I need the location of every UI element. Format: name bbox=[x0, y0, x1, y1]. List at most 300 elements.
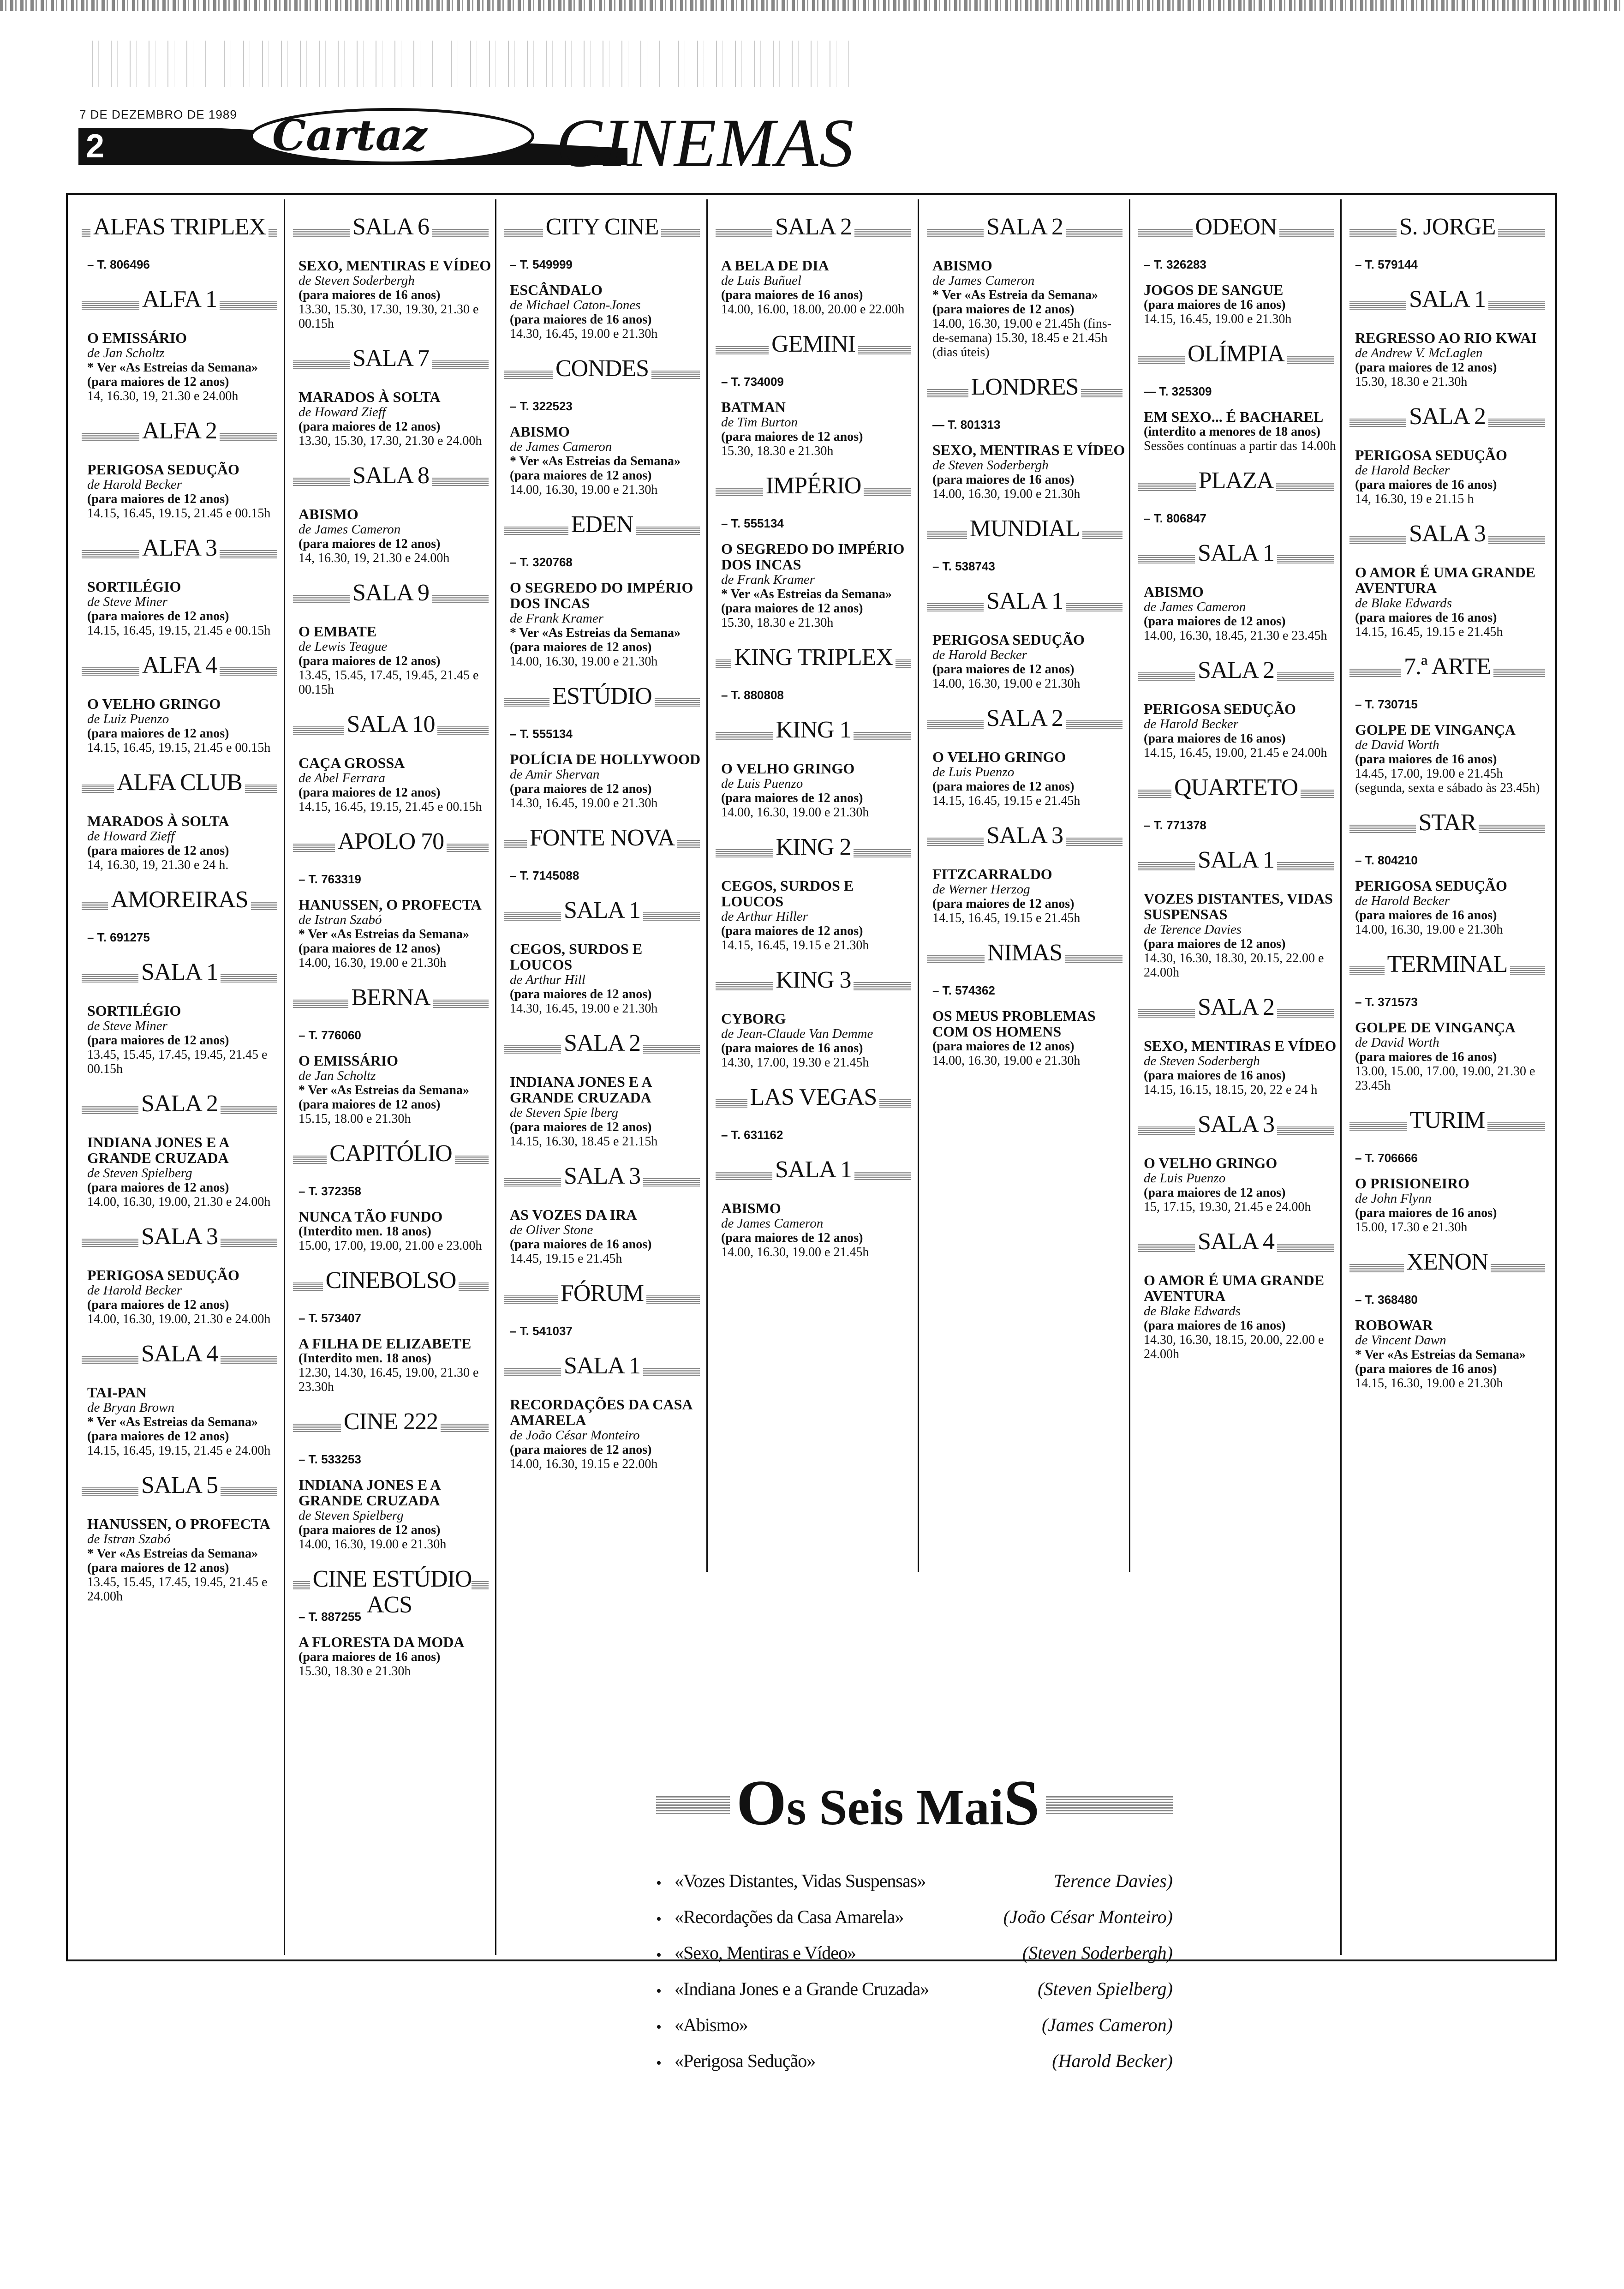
film-sessions: 14.15, 16.45, 19.15, 21.45 e 00.15h bbox=[87, 741, 271, 755]
film-entry bbox=[299, 755, 492, 814]
page-number-box bbox=[78, 128, 217, 165]
film-rating: (para maiores de 16 anos) bbox=[1355, 611, 1497, 625]
cinema-block bbox=[78, 886, 281, 945]
film-entry bbox=[1144, 409, 1337, 453]
column-rule bbox=[1129, 199, 1130, 1572]
cinema-phone: – T. 538743 bbox=[932, 559, 995, 573]
film-title: INDIANA JONES E A GRANDE CRUZADA bbox=[299, 1476, 440, 1509]
cinema-phone: – T. 691275 bbox=[87, 930, 150, 944]
scan-artifact-top bbox=[0, 0, 1624, 11]
cinema-block bbox=[712, 330, 915, 458]
film-sessions: 14.15, 16.45, 19.15, 21.45 e 00.15h bbox=[87, 623, 271, 638]
cinema-block bbox=[78, 534, 281, 638]
film-director: de Arthur Hiller bbox=[721, 909, 808, 924]
film-title: GOLPE DE VINGANÇA bbox=[1355, 1019, 1516, 1036]
film-rating: (para maiores de 12 anos) bbox=[932, 779, 1075, 794]
film-rating: (para maiores de 16 anos) bbox=[1355, 1050, 1497, 1064]
listing-column bbox=[1134, 213, 1337, 1375]
page-header bbox=[74, 104, 1550, 181]
top-six-film: «Indiana Jones e a Grande Cruzada» bbox=[675, 1978, 929, 1999]
cinema-block bbox=[289, 1565, 492, 1678]
film-rating: (para maiores de 12 anos) bbox=[932, 302, 1075, 317]
film-sessions: 14.15, 16.15, 18.15, 20, 22 e 24 h bbox=[1144, 1083, 1318, 1097]
cinema-header bbox=[293, 984, 489, 1017]
cinema-name bbox=[716, 214, 911, 240]
film-title: REGRESSO AO RIO KWAI bbox=[1355, 330, 1537, 346]
film-director: de Arthur Hill bbox=[510, 972, 585, 987]
film-entry bbox=[87, 1267, 281, 1326]
cinema-header bbox=[1349, 213, 1545, 246]
film-director: de Oliver Stone bbox=[510, 1222, 593, 1237]
film-sessions: 14.00, 16.30, 19.15 e 22.00h bbox=[510, 1457, 658, 1471]
film-rating: (para maiores de 16 anos) bbox=[721, 1041, 863, 1055]
cinema-name-text: SALA 5 bbox=[138, 1472, 221, 1498]
film-title: CYBORG bbox=[721, 1010, 786, 1027]
cinema-phone: – T. 371573 bbox=[1355, 995, 1418, 1009]
film-title: O EMBATE bbox=[299, 623, 377, 640]
film-rating: (Interdito men. 18 anos) bbox=[299, 1351, 431, 1366]
cinema-header bbox=[504, 824, 700, 857]
cinema-block bbox=[1346, 1248, 1549, 1390]
film-sessions: 15.15, 18.00 e 21.30h bbox=[299, 1112, 411, 1126]
film-title: O SEGREDO DO IMPÉRIO DOS INCAS bbox=[721, 540, 905, 573]
film-title: MARADOS À SOLTA bbox=[299, 389, 441, 405]
cinema-name-text: SALA 2 bbox=[1195, 994, 1277, 1020]
film-director: de David Worth bbox=[1355, 1035, 1439, 1050]
cinema-name-text: SALA 2 bbox=[561, 1030, 643, 1056]
film-director: de Steven Soderbergh bbox=[299, 273, 415, 288]
listing-column bbox=[1346, 213, 1549, 1404]
film-title: O VELHO GRINGO bbox=[1144, 1155, 1278, 1171]
film-director: de Howard Zieff bbox=[87, 829, 175, 844]
cinema-name-text: SALA 2 bbox=[984, 705, 1066, 731]
film-note: * Ver «As Estreias da Semana» bbox=[87, 360, 258, 375]
cinema-name-text: ESTÚDIO bbox=[549, 683, 654, 709]
cinema-name bbox=[504, 825, 700, 851]
film-rating: (para maiores de 12 anos) bbox=[510, 782, 652, 796]
film-rating: (para maiores de 12 anos) bbox=[299, 419, 441, 434]
cinema-phone: – T. 326283 bbox=[1144, 258, 1206, 271]
cinema-block bbox=[501, 213, 704, 341]
cinema-header bbox=[1138, 340, 1334, 373]
film-sessions: 15.00, 17.00, 19.00, 21.00 e 23.00h bbox=[299, 1239, 482, 1253]
cinema-phone: – T. 579144 bbox=[1355, 258, 1418, 271]
cinema-header bbox=[82, 652, 277, 685]
cinema-header bbox=[716, 833, 911, 867]
cinema-name bbox=[293, 985, 489, 1011]
film-title: A FILHA DE ELIZABETE bbox=[299, 1335, 472, 1352]
film-rating: (para maiores de 16 anos) bbox=[1355, 908, 1497, 923]
film-entry bbox=[721, 1011, 915, 1070]
cinema-header bbox=[82, 886, 277, 919]
film-rating: (para maiores de 12 anos) bbox=[932, 897, 1075, 911]
cinema-block bbox=[78, 959, 281, 1076]
film-director: de Istran Szabó bbox=[87, 1532, 171, 1546]
film-note: * Ver «As Estreias da Semana» bbox=[299, 927, 470, 941]
cinema-name-text: XENON bbox=[1404, 1249, 1491, 1275]
section-title: CINEMAS bbox=[556, 105, 855, 181]
cinema-block bbox=[501, 1352, 704, 1471]
film-sessions: 14, 16.30, 19 e 21.15 h bbox=[1355, 492, 1474, 506]
cinema-name bbox=[82, 770, 277, 796]
film-note: * Ver «As Estreias da Semana» bbox=[510, 626, 681, 640]
cinema-block bbox=[923, 515, 1126, 574]
bullet: • bbox=[656, 1947, 662, 1964]
cinema-header bbox=[1138, 213, 1334, 246]
cinema-block bbox=[501, 824, 704, 883]
film-director: de Frank Kramer bbox=[510, 611, 603, 626]
cinema-name-text: ALFA 3 bbox=[139, 535, 220, 561]
film-entry bbox=[1144, 584, 1337, 643]
cinema-name bbox=[1138, 847, 1334, 873]
cinema-block bbox=[78, 652, 281, 755]
film-rating: (para maiores de 16 anos) bbox=[1355, 478, 1497, 492]
cinema-name bbox=[716, 473, 911, 499]
cinema-name-text: STAR bbox=[1416, 809, 1479, 836]
cinema-phone: – T. 631162 bbox=[721, 1128, 783, 1142]
film-sessions: 14.15, 16.45, 19.15 e 21.30h bbox=[721, 938, 869, 953]
cinema-header bbox=[82, 417, 277, 450]
cinema-block bbox=[1346, 951, 1549, 1093]
film-rating: (para maiores de 16 anos) bbox=[1144, 298, 1286, 312]
film-entry bbox=[1144, 1155, 1337, 1214]
film-sessions: 14.30, 16.45, 19.00 e 21.30h bbox=[510, 1001, 658, 1016]
film-title: PERIGOSA SEDUÇÃO bbox=[1144, 701, 1296, 717]
film-sessions: 14.00, 16.30, 19.00 e 21.30h bbox=[299, 956, 447, 970]
film-title: JOGOS DE SANGUE bbox=[1144, 282, 1284, 298]
film-rating: (interdito a menores de 18 anos) bbox=[1144, 425, 1320, 439]
film-entry bbox=[1355, 447, 1549, 506]
cinema-block bbox=[1134, 774, 1337, 833]
cinema-header bbox=[504, 1352, 700, 1385]
film-entry bbox=[1144, 1038, 1337, 1097]
film-director: de Luis Puenzo bbox=[721, 776, 803, 791]
cinema-block bbox=[289, 462, 492, 565]
film-title: O VELHO GRINGO bbox=[87, 695, 221, 712]
bullet: • bbox=[656, 1875, 662, 1892]
film-sessions: 14.15, 16.45, 19.15 e 21.45h bbox=[932, 794, 1081, 808]
film-director: de Steven Spie lberg bbox=[510, 1105, 618, 1120]
cinema-name-text: 7.ª ARTE bbox=[1401, 653, 1493, 680]
film-entry bbox=[1355, 1317, 1549, 1390]
cinema-block bbox=[1346, 653, 1549, 795]
film-director: de Steven Soderbergh bbox=[932, 458, 1049, 473]
film-sessions: 13.30, 15.30, 17.30, 21.30 e 24.00h bbox=[299, 434, 482, 448]
film-rating: (para maiores de 12 anos) bbox=[87, 844, 229, 858]
cinema-name-text: TERMINAL bbox=[1385, 951, 1511, 977]
film-entry bbox=[87, 813, 281, 872]
cinema-name bbox=[1349, 654, 1545, 680]
cinema-name-text: KING 2 bbox=[773, 834, 854, 860]
film-entry bbox=[721, 541, 915, 630]
cinema-block bbox=[289, 213, 492, 331]
film-title: SORTILÉGIO bbox=[87, 1002, 181, 1019]
cinema-block bbox=[289, 711, 492, 814]
film-title: ABISMO bbox=[721, 1200, 781, 1216]
cinema-name bbox=[293, 1141, 489, 1167]
film-sessions: 14.00, 16.30, 19.00 e 21.30h bbox=[932, 677, 1081, 691]
film-title: PERIGOSA SEDUÇÃO bbox=[87, 461, 239, 478]
top-six-item bbox=[656, 1978, 1173, 2014]
cinema-name bbox=[82, 1224, 277, 1250]
film-rating: (para maiores de 16 anos) bbox=[299, 1650, 441, 1664]
top-six-director: (James Cameron) bbox=[1041, 2014, 1173, 2035]
cinema-phone: – T. 573407 bbox=[299, 1311, 361, 1325]
film-entry bbox=[510, 282, 704, 341]
cinema-header bbox=[716, 330, 911, 364]
film-entry bbox=[721, 399, 915, 458]
film-director: de Steven Spielberg bbox=[87, 1166, 192, 1180]
film-sessions: 12.30, 14.30, 16.45, 19.00, 21.30 e 23.30h bbox=[299, 1366, 479, 1394]
cinema-name bbox=[716, 1157, 911, 1183]
cinema-block bbox=[923, 373, 1126, 501]
cinema-name-text: BERNA bbox=[348, 984, 433, 1011]
film-entry bbox=[932, 442, 1126, 501]
cinema-name-text: SALA 1 bbox=[1195, 847, 1277, 873]
film-sessions: 14.15, 16.45, 19.15 e 21.45h bbox=[932, 911, 1081, 925]
cinema-name bbox=[1349, 521, 1545, 547]
film-entry bbox=[510, 580, 704, 669]
cinema-name-text: CINE 222 bbox=[341, 1408, 441, 1435]
film-title: SEXO, MENTIRAS E VÍDEO bbox=[1144, 1037, 1337, 1054]
film-sessions: 14.00, 16.30, 19.00 e 21.30h bbox=[510, 483, 658, 497]
cinema-name-text: ALFAS TRIPLEX bbox=[90, 214, 269, 240]
film-sessions: 14.00, 16.30, 19.00 e 21.45h bbox=[721, 1245, 869, 1259]
film-director: de James Cameron bbox=[299, 522, 401, 537]
film-sessions: 14.00, 16.30, 19.00, 21.30 e 24.00h bbox=[87, 1195, 271, 1209]
cinema-block bbox=[1346, 520, 1549, 639]
cinema-block bbox=[712, 213, 915, 317]
film-sessions: 14.45, 17.00, 19.00 e 21.45h (segunda, sexta e sábado às 23.45h) bbox=[1355, 767, 1540, 795]
cinema-phone: – T. 804210 bbox=[1355, 853, 1418, 867]
cinema-header bbox=[716, 644, 911, 677]
cinema-block bbox=[712, 966, 915, 1070]
cinema-name-text: OLÍMPIA bbox=[1185, 341, 1287, 367]
cinema-header bbox=[927, 822, 1122, 855]
film-sessions: 15.30, 18.30 e 21.30h bbox=[1355, 375, 1468, 389]
film-entry bbox=[932, 632, 1126, 691]
film-entry bbox=[932, 258, 1126, 360]
film-sessions: 14.00, 16.30, 19.00 e 21.30h bbox=[721, 805, 869, 820]
listing-column bbox=[78, 213, 281, 1618]
film-entry bbox=[299, 506, 492, 565]
cinema-name-text: APOLO 70 bbox=[335, 828, 447, 855]
page-number: 2 bbox=[86, 128, 105, 165]
film-director: de Andrew V. McLaglen bbox=[1355, 346, 1483, 360]
cinema-block bbox=[78, 417, 281, 521]
film-rating: (para maiores de 12 anos) bbox=[87, 1429, 229, 1444]
film-sessions: 14.30, 16.30, 18.30, 20.15, 22.00 e 24.00h bbox=[1144, 951, 1324, 980]
top-six-film: «Abismo» bbox=[675, 2014, 748, 2035]
film-sessions: 14.15, 16.45, 19.15, 21.45 e 24.00h bbox=[87, 1444, 271, 1458]
film-entry bbox=[1144, 1272, 1337, 1361]
cinema-name bbox=[716, 834, 911, 860]
cinema-block bbox=[712, 716, 915, 820]
film-title: INDIANA JONES E A GRANDE CRUZADA bbox=[510, 1073, 651, 1106]
film-entry bbox=[299, 389, 492, 448]
cinema-header bbox=[82, 1090, 277, 1123]
cinema-phone: – T. 776060 bbox=[299, 1028, 361, 1042]
top-six-item bbox=[656, 1870, 1173, 1906]
cinema-name bbox=[504, 1353, 700, 1379]
film-title: O VELHO GRINGO bbox=[932, 749, 1066, 765]
cinema-name-text: ALFA CLUB bbox=[114, 769, 245, 796]
film-sessions: 14, 16.30, 19, 21.30 e 24.00h bbox=[87, 389, 239, 403]
cinema-block bbox=[923, 587, 1126, 691]
cinema-name-text: SALA 1 bbox=[561, 897, 643, 923]
cinema-name bbox=[716, 717, 911, 743]
cinema-name-text: SALA 3 bbox=[561, 1163, 643, 1189]
film-entry bbox=[510, 1207, 704, 1266]
cinema-name-text: ALFA 1 bbox=[139, 286, 220, 312]
film-entry bbox=[299, 1053, 492, 1126]
film-director: de Harold Becker bbox=[932, 647, 1027, 662]
film-entry bbox=[510, 1074, 704, 1149]
cinema-block bbox=[78, 213, 281, 272]
cinema-header bbox=[293, 828, 489, 861]
film-sessions: 14.00, 16.30, 18.45, 21.30 e 23.45h bbox=[1144, 629, 1327, 643]
cinema-header bbox=[82, 1472, 277, 1505]
cinema-name-text: LAS VEGAS bbox=[747, 1084, 880, 1110]
film-rating: (para maiores de 12 anos) bbox=[87, 609, 229, 623]
cinema-name-text: SALA 3 bbox=[138, 1223, 221, 1250]
film-entry bbox=[721, 1200, 915, 1259]
cinema-name bbox=[927, 516, 1122, 542]
film-director: de Amir Shervan bbox=[510, 767, 600, 782]
film-title: VOZES DISTANTES, VIDAS SUSPENSAS bbox=[1144, 890, 1333, 923]
top-six-director: (Steven Spielberg) bbox=[1038, 1978, 1173, 1999]
heading-initial: O bbox=[736, 1767, 787, 1839]
cinema-header bbox=[716, 213, 911, 246]
cinema-name bbox=[504, 1163, 700, 1189]
cinema-header bbox=[927, 515, 1122, 548]
cinema-name bbox=[504, 683, 700, 709]
heading-rest: s Seis Mai bbox=[786, 1779, 1004, 1835]
cinema-block bbox=[78, 286, 281, 403]
cinema-phone: – T. 368480 bbox=[1355, 1293, 1418, 1306]
film-sessions: 15.30, 18.30 e 21.30h bbox=[721, 616, 834, 630]
film-note: * Ver «As Estreias da Semana» bbox=[510, 454, 681, 468]
listing-column bbox=[289, 213, 492, 1692]
cinema-phone: – T. 734009 bbox=[721, 375, 784, 389]
film-director: de Luiz Puenzo bbox=[87, 712, 169, 726]
film-entry bbox=[299, 1209, 492, 1253]
cinema-block bbox=[923, 213, 1126, 360]
cinema-name-text: KING TRIPLEX bbox=[731, 644, 896, 671]
cinema-phone: – T. 763319 bbox=[299, 872, 361, 886]
film-entry bbox=[1355, 1175, 1549, 1234]
film-director: de Harold Becker bbox=[87, 1283, 182, 1298]
film-title: HANUSSEN, O PROFECTA bbox=[299, 896, 482, 913]
top-six-item bbox=[656, 2050, 1173, 2086]
film-title: OS MEUS PROBLEMAS COM OS HOMENS bbox=[932, 1007, 1096, 1040]
film-director: de Michael Caton-Jones bbox=[510, 298, 641, 312]
cinema-name bbox=[1349, 214, 1545, 240]
cinema-phone: – T. 533253 bbox=[299, 1452, 361, 1466]
cinema-block bbox=[289, 345, 492, 448]
cinema-block bbox=[1346, 809, 1549, 937]
listing-column bbox=[923, 213, 1126, 1082]
cinema-name-text: SALA 4 bbox=[1195, 1228, 1277, 1255]
cinema-phone: – T. 806496 bbox=[87, 258, 150, 271]
film-rating: (para maiores de 12 anos) bbox=[510, 1443, 652, 1457]
film-entry bbox=[1355, 564, 1549, 639]
cinema-phone: – T. 322523 bbox=[510, 399, 573, 413]
cinema-block bbox=[501, 355, 704, 497]
film-sessions: 13.30, 15.30, 17.30, 19.30, 21.30 e 00.15h bbox=[299, 302, 479, 331]
cinema-name-text: IMPÉRIO bbox=[763, 473, 864, 499]
film-director: de Werner Herzog bbox=[932, 882, 1030, 897]
film-title: O PRISIONEIRO bbox=[1355, 1175, 1470, 1192]
cinema-header bbox=[716, 1156, 911, 1189]
film-rating: (para maiores de 12 anos) bbox=[510, 1120, 652, 1134]
cinema-name bbox=[504, 898, 700, 923]
cinema-name bbox=[1138, 995, 1334, 1020]
film-sessions: 14.00, 16.30, 19.00 e 21.30h bbox=[932, 1054, 1081, 1068]
cinema-block bbox=[289, 579, 492, 697]
cinema-block bbox=[501, 511, 704, 669]
cinema-header bbox=[1349, 403, 1545, 436]
cinema-block bbox=[289, 1408, 492, 1552]
cinema-block bbox=[712, 1156, 915, 1259]
film-director: de Blake Edwards bbox=[1144, 1304, 1241, 1318]
cinema-name-text: NIMAS bbox=[985, 940, 1065, 966]
os-seis-mais-box bbox=[656, 1764, 1173, 2105]
bullet: • bbox=[656, 2019, 662, 2036]
column-rule bbox=[918, 199, 919, 1572]
film-entry bbox=[932, 749, 1126, 808]
film-rating: (para maiores de 16 anos) bbox=[299, 288, 441, 302]
cinema-header bbox=[1138, 774, 1334, 807]
cinema-header bbox=[1349, 653, 1545, 686]
cinema-name-text: SALA 2 bbox=[138, 1091, 221, 1117]
cinema-phone: – T. 372358 bbox=[299, 1184, 361, 1198]
film-director: de John Flynn bbox=[1355, 1191, 1432, 1206]
film-director: de Vincent Dawn bbox=[1355, 1333, 1446, 1348]
cinema-block bbox=[501, 1162, 704, 1266]
film-director: de Steve Miner bbox=[87, 594, 167, 609]
film-rating: (para maiores de 12 anos) bbox=[87, 1298, 229, 1312]
film-rating: (para maiores de 12 anos) bbox=[510, 640, 652, 654]
film-entry bbox=[721, 761, 915, 820]
cinema-name bbox=[927, 823, 1122, 849]
heading-final: S bbox=[1003, 1767, 1040, 1839]
cinema-name-text: KING 1 bbox=[773, 717, 854, 743]
film-sessions: 14.00, 16.30, 19.00, 21.30 e 24.00h bbox=[87, 1312, 271, 1326]
film-title: O AMOR É UMA GRANDE AVENTURA bbox=[1144, 1272, 1325, 1304]
cinema-name-text: SALA 1 bbox=[1195, 540, 1277, 566]
film-sessions: 15.00, 17.30 e 21.30h bbox=[1355, 1220, 1468, 1234]
film-sessions: 14.30, 16.30, 18.15, 20.00, 22.00 e 24.00h bbox=[1144, 1333, 1324, 1361]
top-six-director: (Harold Becker) bbox=[1052, 2050, 1173, 2071]
film-sessions: 14.30, 16.45, 19.00 e 21.30h bbox=[510, 796, 658, 810]
cinema-name bbox=[82, 959, 277, 985]
film-sessions: 14.15, 16.30, 19.00 e 21.30h bbox=[1355, 1376, 1503, 1390]
cinema-name bbox=[293, 1409, 489, 1435]
film-rating: (para maiores de 16 anos) bbox=[1355, 1206, 1497, 1220]
film-title: O EMISSÁRIO bbox=[87, 330, 187, 346]
film-sessions: 15.30, 18.30 e 21.30h bbox=[299, 1664, 411, 1678]
film-note: * Ver «As Estreias da Semana» (para maiores de 16 anos) bbox=[1355, 1348, 1526, 1376]
cinema-name-text: CINEBOLSO bbox=[323, 1267, 459, 1294]
cinema-name bbox=[504, 1281, 700, 1306]
cinema-name-text: ALFA 2 bbox=[139, 418, 220, 444]
film-sessions: 13.45, 15.45, 17.45, 19.45, 21.45 e 00.15h bbox=[299, 668, 479, 697]
cinema-phone: – T. 320768 bbox=[510, 555, 573, 569]
film-entry bbox=[87, 1516, 281, 1604]
cinema-phone: – T. 730715 bbox=[1355, 697, 1418, 711]
cinema-block bbox=[712, 1084, 915, 1142]
